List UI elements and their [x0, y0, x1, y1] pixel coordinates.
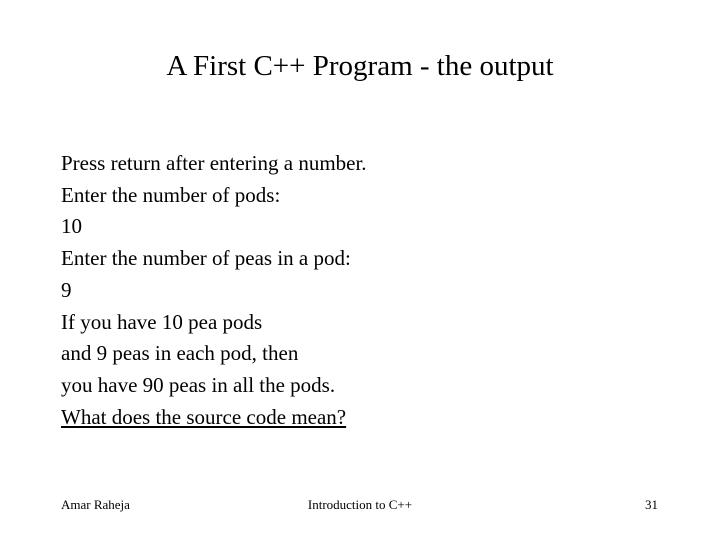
- output-line: you have 90 peas in all the pods.: [61, 372, 336, 397]
- output-line: 10: [61, 214, 82, 239]
- footer-course: Introduction to C++: [307, 497, 413, 512]
- output-line: Enter the number of peas in a pod:: [61, 246, 351, 271]
- program-output: [61, 148, 681, 433]
- output-line: Press return after entering a number.: [61, 151, 367, 175]
- page-number: 31: [645, 497, 658, 512]
- output-line: If you have 10 pea pods: [61, 309, 263, 334]
- output-line: 9: [61, 277, 72, 302]
- output-line: and 9 peas in each pod, then: [61, 341, 299, 366]
- footer-author: Amar Raheja: [61, 497, 130, 512]
- slide-title: A First C++ Program - the output: [166, 50, 554, 82]
- source-code-link[interactable]: What does the source code mean?: [61, 404, 347, 429]
- output-line: Enter the number of pods:: [61, 182, 281, 207]
